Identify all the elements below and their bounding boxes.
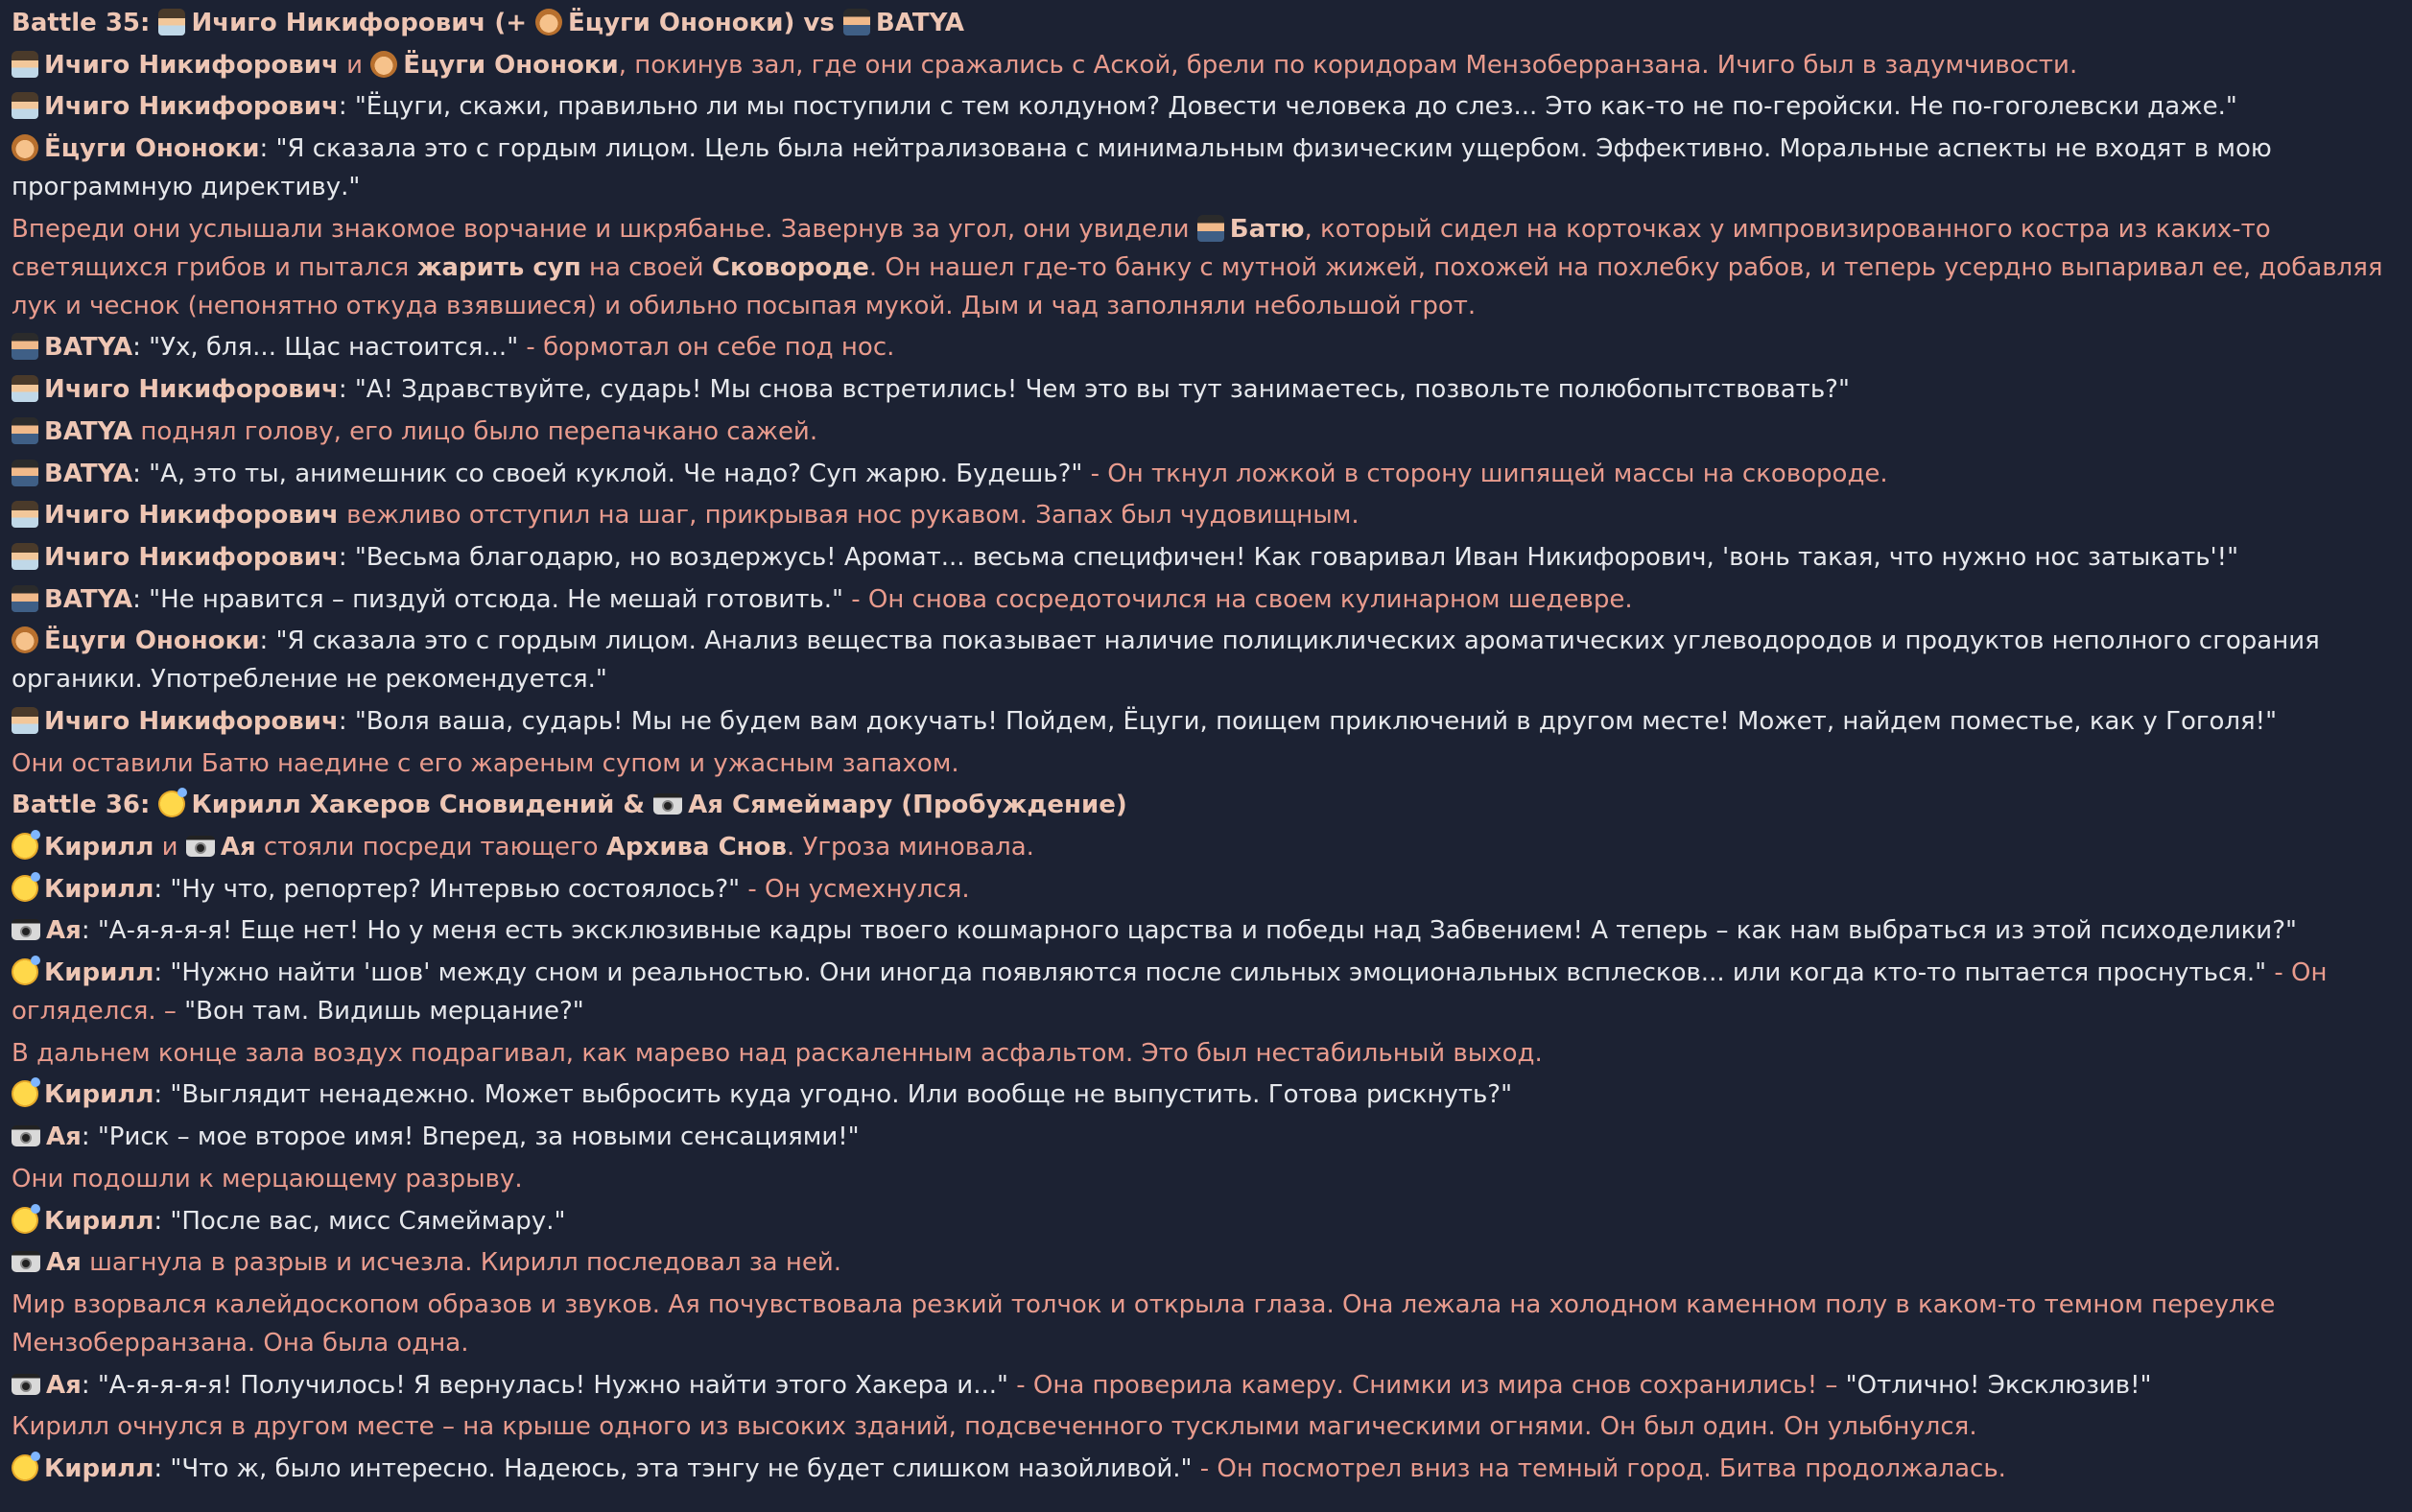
dialogue-line [12,954,2400,1030]
dialogue-line [12,1366,2400,1405]
kirill-avatar-icon [12,1080,38,1107]
dialogue-line [12,1450,2400,1488]
kirill-avatar-icon [12,1207,38,1234]
narration-text: В дальнем конце зала воздух подрагивал, как марево над раскаленным асфальтом. Это был нестабильный выход. [12,1038,1543,1068]
dialogue-text: : "Что ж, было интересно. Надеюсь, эта тэнгу не будет слишком назойливой." [154,1453,1193,1483]
ichigo-avatar-icon [12,543,38,570]
dialogue-line [12,702,2400,741]
narration-text: Впереди они услышали знакомое ворчание и шкрябанье. Завернув за угол, они увидели [12,214,1197,244]
kirill-avatar-icon [12,1454,38,1481]
action-text: - Он посмотрел вниз на темный город. Битва продолжалась. [1192,1453,2006,1483]
kirill-avatar-icon [158,791,185,817]
dialogue-text: : "Выглядит ненадежно. Может выбросить куда угодно. Или вообще не выпустить. Готова рискнуть?" [154,1080,1513,1110]
narration-text: . Он нашел где-то банку с мутной жижей, похожей на похлебку рабов, и теперь усердно выпаривал ее, добавляя лук и чеснок (непонятно откуда взявшиеся) и обильно посыпая мукой. Дым и чад заполняли небольшой грот. [12,252,2383,320]
speaker-name: Кирилл [44,833,154,862]
speaker-name: Ичиго Никифорович [44,501,339,531]
narration-line [12,1160,2400,1198]
highlight-text: жарить суп [416,252,581,282]
dialogue-line [12,622,2400,698]
speaker-name: Ёцуги Ононоки [44,134,260,164]
dialogue-text: "Отлично! Эксклюзив!" [1845,1370,2152,1400]
action-text: - бормотал он себе под нос. [518,333,895,363]
yotsugi-avatar-icon [535,9,562,35]
dialogue-text: : "Воля ваша, сударь! Мы не будем вам докучать! Пойдем, Ёцуги, поищем приключений в другом месте! Может, найдем поместье, как у Гоголя!" [338,706,2278,736]
narration-text: шагнула в разрыв и исчезла. Кирилл последовал за ней. [81,1248,842,1278]
participant-name: Ёцуги Ононоки) vs [568,9,843,37]
speaker-name: Ичиго Никифорович [44,50,339,80]
narration-line [12,1407,2400,1446]
yotsugi-avatar-icon [12,626,38,653]
narration-line [12,496,2400,534]
speaker-name: Ичиго Никифорович [44,375,339,405]
narration-text: Они подошли к мерцающему разрыву. [12,1164,523,1193]
dialogue-text: : "Ну что, репортер? Интервью состоялось?" [154,874,741,904]
speaker-name: Ичиго Никифорович [44,92,339,122]
action-text: - Он снова сосредоточился на своем кулинарном шедевре. [842,584,1633,614]
speaker-name: BATYA [44,416,133,446]
narration-text: на своей [580,252,712,282]
action-text: - Он ткнул ложкой в сторону шипящей массы на сковороде. [1082,459,1888,488]
speaker-name: Кирилл [44,874,154,904]
speaker-name: Батю [1229,214,1305,244]
dialogue-line [12,1202,2400,1240]
narration-text: , который сидел на корточках у импровизированного костра из каких-то светящихся грибов и пытался [12,214,2271,282]
batya-avatar-icon [12,460,38,486]
camera-icon [186,836,215,857]
batya-avatar-icon [12,585,38,612]
dialogue-text: : "Нужно найти 'шов' между сном и реальностью. Они иногда появляются после сильных эмоциональных всплесков... или когда кто-то пытается проснуться." [154,958,2267,988]
camera-icon [12,1374,40,1395]
speaker-name: Ичиго Никифорович [44,706,339,736]
ichigo-avatar-icon [12,707,38,734]
speaker-name: Ичиго Никифорович [44,542,339,572]
yotsugi-avatar-icon [12,134,38,161]
dialogue-text: "Вон там. Видишь мерцание?" [184,997,584,1027]
speaker-name: Ая [220,833,256,862]
dialogue-text: : "А, это ты, анимешник со своей куклой. Че надо? Суп жарю. Будешь?" [132,459,1083,488]
ichigo-avatar-icon [12,51,38,78]
dialogue-text: : "Весьма благодарю, но воздержусь! Аромат... весьма специфичен! Как говаривал Иван Никифорович, 'вонь такая, что нужно нос затыкать'!" [338,542,2239,572]
action-text: - Она проверила камеру. Снимки из мира снов сохранились! – [1007,1370,1846,1400]
narration-text: вежливо отступил на шаг, прикрывая нос рукавом. Запах был чудовищным. [338,501,1360,531]
action-text: - Он огляделся. – [12,958,2328,1027]
highlight-text: Сковороде [711,252,869,282]
dialogue-text: : "Не нравится – пиздуй отсюда. Не мешай готовить." [132,584,843,614]
speaker-name: Кирилл [44,958,154,988]
battle-36-header [12,786,2400,824]
participant-name: Ичиго Никифорович (+ [191,9,536,37]
batya-avatar-icon [1197,215,1224,242]
narration-line [12,1034,2400,1073]
dialogue-text: : "А-я-я-я-я! Еще нет! Но у меня есть эксклюзивные кадры твоего кошмарного царства и победы над Забвением! А теперь – как нам выбраться из этой психоделики?" [81,916,2297,946]
narration-line [12,210,2400,325]
narration-text: стояли посреди тающего [255,833,606,862]
battle-title: Battle 36: [12,791,159,820]
narration-line [12,413,2400,451]
dialogue-text: : "Ух, бля... Щас настоится..." [132,333,519,363]
narration-text: Мир взорвался калейдоскопом образов и звуков. Ая почувствовала резкий толчок и открыла глаза. Она лежала на холодном каменном полу в каком-то темном переулке Мензоберранзана. Она была одна. [12,1289,2276,1358]
dialogue-line [12,870,2400,909]
dialogue-text: : "Риск – мое второе имя! Вперед, за новыми сенсациями!" [81,1122,860,1152]
kirill-avatar-icon [12,958,38,985]
speaker-name: Ая [46,1122,82,1152]
camera-icon [653,793,682,815]
dialogue-line [12,328,2400,366]
dialogue-text: : "Я сказала это с гордым лицом. Цель была нейтрализована с минимальным физическим ущербом. Эффективно. Моральные аспекты не входят в мою программную директиву." [12,134,2272,202]
dialogue-text: : "После вас, мисс Сямеймару." [154,1206,566,1236]
dialogue-text: : "А-я-я-я-я! Получилось! Я вернулась! Нужно найти этого Хакера и..." [81,1370,1008,1400]
speaker-name: Кирилл [44,1206,154,1236]
narration-line [12,1286,2400,1362]
participant-name: Ая Сямеймару (Пробуждение) [688,791,1127,820]
dialogue-line [12,1075,2400,1114]
action-text: - Он усмехнулся. [740,874,970,904]
speaker-name: Ёцуги Ононоки [403,50,619,80]
narration-line [12,1243,2400,1282]
chat-log [12,4,2400,1492]
speaker-name: BATYA [44,584,133,614]
dialogue-text: : "Я сказала это с гордым лицом. Анализ вещества показывает наличие полициклических ароматических углеводородов и продуктов неполного сгорания органики. Употребление не рекомендуется." [12,626,2320,695]
narration-text: . Угроза миновала. [786,833,1034,862]
narration-text: Они оставили Батю наедине с его жареным супом и ужасным запахом. [12,748,959,778]
highlight-text: Архива Снов [605,833,787,862]
narration-text: и [338,50,371,80]
speaker-name: Кирилл [44,1453,154,1483]
ichigo-avatar-icon [12,501,38,528]
camera-icon [12,1251,40,1272]
ichigo-avatar-icon [12,375,38,402]
batya-avatar-icon [12,333,38,360]
camera-icon [12,919,40,940]
dialogue-line [12,580,2400,619]
dialogue-text: : "А! Здравствуйте, сударь! Мы снова встретились! Чем это вы тут занимаетесь, позвольте полюбопытствовать?" [338,375,1850,405]
dialogue-line [12,87,2400,126]
narration-line [12,46,2400,84]
narration-line [12,744,2400,783]
narration-line [12,828,2400,866]
kirill-avatar-icon [12,875,38,902]
narration-text: поднял голову, его лицо было перепачкано сажей. [132,416,818,446]
speaker-name: Ая [46,1248,82,1278]
dialogue-line [12,455,2400,493]
kirill-avatar-icon [12,833,38,860]
battle-35-header [12,4,2400,42]
dialogue-text: : "Ёцуги, скажи, правильно ли мы поступили с тем колдуном? Довести человека до слез... Это как-то не по-геройски. Не по-гоголевски даже." [338,92,2237,122]
yotsugi-avatar-icon [370,51,397,78]
speaker-name: Ёцуги Ононоки [44,626,260,656]
participant-name: BATYA [875,9,965,37]
speaker-name: Ая [46,916,82,946]
battle-title: Battle 35: [12,9,159,37]
speaker-name: Кирилл [44,1080,154,1110]
narration-text: и [154,833,186,862]
batya-avatar-icon [843,9,870,35]
dialogue-line [12,130,2400,206]
speaker-name: BATYA [44,333,133,363]
speaker-name: Ая [46,1370,82,1400]
dialogue-line [12,538,2400,577]
ichigo-avatar-icon [158,9,185,35]
camera-icon [12,1125,40,1146]
ichigo-avatar-icon [12,92,38,119]
batya-avatar-icon [12,417,38,444]
narration-text: , покинув зал, где они сражались с Аской, брели по коридорам Мензоберранзана. Ичиго был в задумчивости. [618,50,2078,80]
dialogue-line [12,911,2400,950]
dialogue-line [12,1118,2400,1156]
dialogue-line [12,370,2400,409]
narration-text: Кирилл очнулся в другом месте – на крыше одного из высоких зданий, подсвеченного тусклыми магическими огнями. Он был один. Он улыбнулся. [12,1412,1977,1442]
participant-name: Кирилл Хакеров Сновидений & [191,791,654,820]
speaker-name: BATYA [44,459,133,488]
